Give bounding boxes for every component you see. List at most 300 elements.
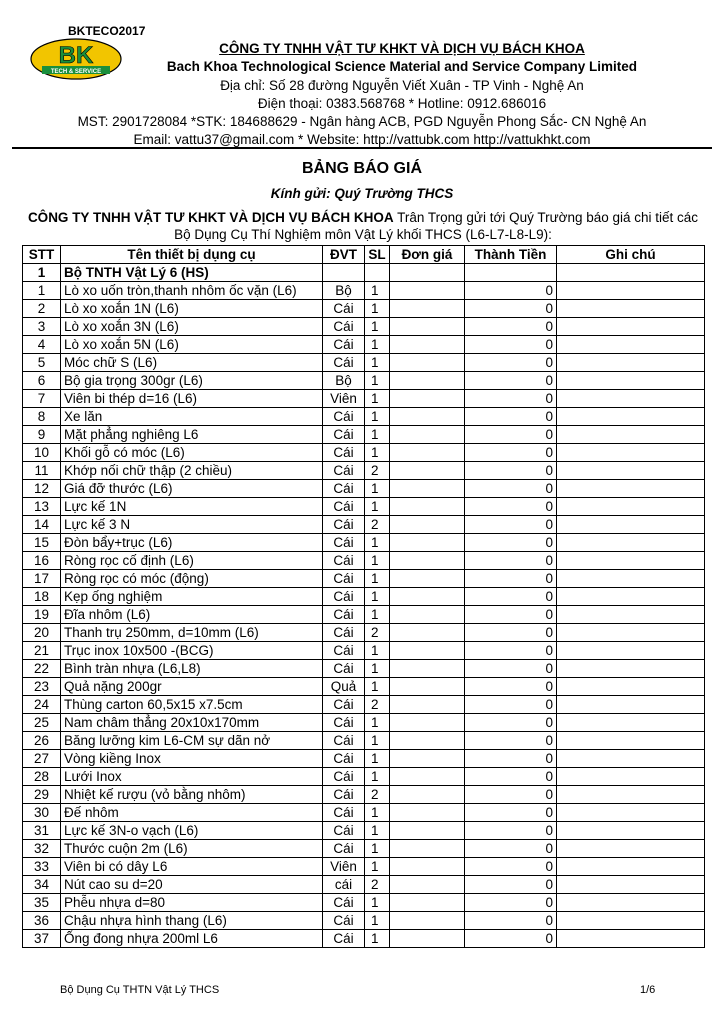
cell-stt: 11: [23, 462, 61, 480]
cell-total: 0: [465, 840, 557, 858]
company-name-en: Bach Khoa Technological Science Material and Service Company Limited: [166, 59, 638, 74]
table-row: [23, 372, 705, 390]
intro-company: CÔNG TY TNHH VẬT TƯ KHKT VÀ DỊCH VỤ BÁCH KHOA: [27, 210, 394, 225]
cell-note: [557, 300, 705, 318]
cell-unit: Cái: [323, 750, 365, 768]
cell-price: [390, 480, 465, 498]
table-row: [23, 336, 705, 354]
cell-price: [390, 498, 465, 516]
cell-qty: 1: [365, 750, 390, 768]
cell-price: [390, 876, 465, 894]
cell-qty: 1: [365, 858, 390, 876]
cell-note: [557, 858, 705, 876]
cell-unit: Cái: [323, 894, 365, 912]
header-total: Thành Tiền: [465, 246, 557, 264]
table-row: [23, 678, 705, 696]
cell-price: [390, 516, 465, 534]
cell-qty: 1: [365, 912, 390, 930]
cell-qty: 1: [365, 282, 390, 300]
cell-note: [557, 678, 705, 696]
cell-note: [557, 912, 705, 930]
cell-name: Nút cao su d=20: [61, 876, 323, 894]
table-row: [23, 426, 705, 444]
cell-total: 0: [465, 786, 557, 804]
company-contact: Email: vattu37@gmail.com * Website: http://vattubk.com http://vattukhkt.com: [133, 132, 591, 147]
cell-qty: 1: [365, 300, 390, 318]
cell-note: [557, 552, 705, 570]
cell-total: 0: [465, 912, 557, 930]
cell-name: Phễu nhựa d=80: [61, 894, 323, 912]
cell-stt: 32: [23, 840, 61, 858]
cell-qty: 1: [365, 768, 390, 786]
cell-note: [557, 462, 705, 480]
cell-total: 0: [465, 768, 557, 786]
cell-name: Xe lăn: [61, 408, 323, 426]
cell-unit: Cái: [323, 660, 365, 678]
cell-note: [557, 426, 705, 444]
cell-total: 0: [465, 642, 557, 660]
cell-unit: Cái: [323, 930, 365, 948]
cell-note: [557, 480, 705, 498]
cell-total: 0: [465, 822, 557, 840]
cell-note: [557, 606, 705, 624]
cell-unit: Cái: [323, 588, 365, 606]
cell-price: [390, 372, 465, 390]
cell-stt: 24: [23, 696, 61, 714]
page-number: 1/6: [640, 984, 656, 996]
cell-note: [557, 372, 705, 390]
cell-price: [390, 696, 465, 714]
table-row: [23, 624, 705, 642]
cell-name: Băng lưỡng kim L6-CM sự dãn nở: [61, 732, 323, 750]
cell-qty: 1: [365, 822, 390, 840]
cell-price: [390, 552, 465, 570]
cell-qty: 1: [365, 444, 390, 462]
cell-price: [390, 732, 465, 750]
cell-total: 0: [465, 696, 557, 714]
table-row: [23, 444, 705, 462]
cell-note: [557, 768, 705, 786]
cell-price: [390, 768, 465, 786]
table-row: [23, 660, 705, 678]
cell-total: 0: [465, 480, 557, 498]
cell-total: 0: [465, 354, 557, 372]
cell-stt: 3: [23, 318, 61, 336]
cell-name: Bình tràn nhựa (L6,L8): [61, 660, 323, 678]
cell-stt: 8: [23, 408, 61, 426]
cell-name: Vòng kiềng Inox: [61, 750, 323, 768]
table-row: [23, 480, 705, 498]
cell-unit: Cái: [323, 354, 365, 372]
cell-total: 0: [465, 444, 557, 462]
table-row: [23, 318, 705, 336]
cell-unit: Cái: [323, 480, 365, 498]
cell-qty: 1: [365, 804, 390, 822]
cell-unit: Cái: [323, 696, 365, 714]
cell-qty: 1: [365, 606, 390, 624]
cell-total: 0: [465, 318, 557, 336]
cell-unit: Cái: [323, 408, 365, 426]
cell-price: [390, 300, 465, 318]
cell-unit: Cái: [323, 840, 365, 858]
cell-stt: 2: [23, 300, 61, 318]
cell-stt: 4: [23, 336, 61, 354]
cell-total: 0: [465, 678, 557, 696]
cell-total: 0: [465, 462, 557, 480]
cell-total: 0: [465, 930, 557, 948]
cell-qty: 1: [365, 714, 390, 732]
cell-unit: Cái: [323, 462, 365, 480]
logo-main-text: BK: [58, 42, 94, 69]
cell-unit: Cái: [323, 516, 365, 534]
cell-name: Ống đong nhựa 200ml L6: [61, 930, 323, 948]
cell-unit: Cái: [323, 912, 365, 930]
cell-total: 0: [465, 570, 557, 588]
cell-stt: 22: [23, 660, 61, 678]
cell-name: Thước cuộn 2m (L6): [61, 840, 323, 858]
cell-qty: 1: [365, 570, 390, 588]
cell-note: [557, 840, 705, 858]
cell-note: [557, 570, 705, 588]
cell-price: [390, 912, 465, 930]
cell-qty: 1: [365, 534, 390, 552]
table-row: [23, 516, 705, 534]
group-name: Bộ TNTH Vật Lý 6 (HS): [61, 264, 323, 282]
cell-stt: 5: [23, 354, 61, 372]
cell-name: Giá đỡ thước (L6): [61, 480, 323, 498]
cell-stt: 34: [23, 876, 61, 894]
cell-unit: Bộ: [323, 372, 365, 390]
header-price: Đơn giá: [390, 246, 465, 264]
cell-name: Viên bi có dây L6: [61, 858, 323, 876]
header-divider: [12, 147, 712, 149]
cell-unit: Viên: [323, 390, 365, 408]
cell-total: 0: [465, 858, 557, 876]
cell-stt: 7: [23, 390, 61, 408]
cell-name: Khớp nối chữ thập (2 chiều): [61, 462, 323, 480]
cell-stt: 9: [23, 426, 61, 444]
cell-name: Bộ gia trọng 300gr (L6): [61, 372, 323, 390]
table-row: [23, 930, 705, 948]
table-row: [23, 408, 705, 426]
cell-stt: 14: [23, 516, 61, 534]
group-row: [23, 264, 705, 282]
table-row: [23, 840, 705, 858]
cell-name: Thùng carton 60,5x15 x7.5cm: [61, 696, 323, 714]
cell-total: 0: [465, 606, 557, 624]
intro-text: Trân Trọng gửi tới Quý Trường báo giá chi tiết các Bộ Dụng Cụ Thí Nghiệm môn Vật Lý khối THCS (L6-L7-L8-L9):: [174, 210, 699, 242]
brand-code: BKTECO2017: [68, 24, 146, 38]
cell-qty: 1: [365, 642, 390, 660]
cell-qty: 2: [365, 462, 390, 480]
table-row: [23, 588, 705, 606]
cell-total: 0: [465, 372, 557, 390]
cell-price: [390, 714, 465, 732]
cell-qty: 2: [365, 624, 390, 642]
cell-total: 0: [465, 714, 557, 732]
cell-note: [557, 822, 705, 840]
cell-name: Viên bi thép d=16 (L6): [61, 390, 323, 408]
cell-price: [390, 444, 465, 462]
cell-unit: Cái: [323, 570, 365, 588]
table-row: [23, 714, 705, 732]
cell-price: [390, 336, 465, 354]
cell-note: [557, 696, 705, 714]
cell-stt: 25: [23, 714, 61, 732]
cell-note: [557, 516, 705, 534]
cell-qty: 1: [365, 426, 390, 444]
cell-note: [557, 408, 705, 426]
cell-unit: Cái: [323, 642, 365, 660]
cell-unit: Cái: [323, 444, 365, 462]
cell-stt: 6: [23, 372, 61, 390]
cell-name: Ròng rọc có móc (động): [61, 570, 323, 588]
cell-price: [390, 678, 465, 696]
table-row: [23, 300, 705, 318]
cell-stt: 35: [23, 894, 61, 912]
cell-total: 0: [465, 804, 557, 822]
cell-stt: 33: [23, 858, 61, 876]
cell-qty: 1: [365, 930, 390, 948]
footer-title: Bộ Dụng Cụ THTN Vật Lý THCS: [60, 984, 220, 996]
cell-unit: Cái: [323, 804, 365, 822]
cell-price: [390, 750, 465, 768]
cell-total: 0: [465, 552, 557, 570]
cell-total: 0: [465, 282, 557, 300]
cell-name: Nhiệt kế rượu (vỏ bằng nhôm): [61, 786, 323, 804]
table-row: [23, 858, 705, 876]
table-row: [23, 606, 705, 624]
table-row: [23, 462, 705, 480]
cell-stt: 23: [23, 678, 61, 696]
cell-stt: 10: [23, 444, 61, 462]
cell-stt: 13: [23, 498, 61, 516]
cell-qty: 1: [365, 678, 390, 696]
cell-stt: 12: [23, 480, 61, 498]
header-qty: SL: [365, 246, 390, 264]
cell-qty: 2: [365, 696, 390, 714]
cell-stt: 17: [23, 570, 61, 588]
cell-total: 0: [465, 750, 557, 768]
cell-name: Lực kế 3N-o vạch (L6): [61, 822, 323, 840]
table-row: [23, 390, 705, 408]
cell-unit: Cái: [323, 714, 365, 732]
table-row: [23, 534, 705, 552]
cell-unit: Cái: [323, 786, 365, 804]
cell-stt: 18: [23, 588, 61, 606]
cell-note: [557, 390, 705, 408]
cell-price: [390, 786, 465, 804]
cell-unit: Cái: [323, 534, 365, 552]
table-header-row: [23, 246, 705, 264]
cell-qty: 1: [365, 390, 390, 408]
cell-price: [390, 840, 465, 858]
cell-qty: 1: [365, 336, 390, 354]
cell-price: [390, 858, 465, 876]
cell-qty: 1: [365, 552, 390, 570]
company-phone: Điện thoại: 0383.568768 * Hotline: 0912.686016: [257, 96, 547, 111]
table-row: [23, 912, 705, 930]
cell-note: [557, 318, 705, 336]
cell-name: Đĩa nhôm (L6): [61, 606, 323, 624]
cell-qty: 2: [365, 786, 390, 804]
cell-stt: 1: [23, 282, 61, 300]
cell-qty: 1: [365, 588, 390, 606]
cell-qty: 1: [365, 408, 390, 426]
cell-note: [557, 498, 705, 516]
cell-note: [557, 534, 705, 552]
cell-unit: Cái: [323, 318, 365, 336]
cell-unit: Cái: [323, 426, 365, 444]
group-stt: 1: [23, 264, 61, 282]
cell-note: [557, 732, 705, 750]
cell-note: [557, 660, 705, 678]
cell-total: 0: [465, 588, 557, 606]
cell-note: [557, 786, 705, 804]
cell-price: [390, 282, 465, 300]
cell-note: [557, 624, 705, 642]
logo-sub-text: TECH & SERVICE: [50, 69, 102, 75]
cell-unit: Cái: [323, 300, 365, 318]
table-row: [23, 354, 705, 372]
cell-unit: Cái: [323, 336, 365, 354]
cell-name: Khối gỗ có móc (L6): [61, 444, 323, 462]
cell-stt: 20: [23, 624, 61, 642]
cell-name: Lò xo xoắn 1N (L6): [61, 300, 323, 318]
cell-total: 0: [465, 732, 557, 750]
cell-total: 0: [465, 336, 557, 354]
cell-price: [390, 390, 465, 408]
cell-stt: 21: [23, 642, 61, 660]
cell-name: Lực kế 1N: [61, 498, 323, 516]
cell-price: [390, 894, 465, 912]
cell-price: [390, 462, 465, 480]
cell-total: 0: [465, 498, 557, 516]
cell-price: [390, 534, 465, 552]
cell-stt: 19: [23, 606, 61, 624]
cell-name: Lực kế 3 N: [61, 516, 323, 534]
cell-unit: Quả: [323, 678, 365, 696]
cell-name: Trục inox 10x500 -(BCG): [61, 642, 323, 660]
cell-qty: 1: [365, 894, 390, 912]
cell-unit: Cái: [323, 732, 365, 750]
cell-name: Quả nặng 200gr: [61, 678, 323, 696]
cell-name: Nam châm thẳng 20x10x170mm: [61, 714, 323, 732]
cell-name: Lưới Inox: [61, 768, 323, 786]
cell-unit: Cái: [323, 768, 365, 786]
cell-qty: 1: [365, 732, 390, 750]
cell-qty: 1: [365, 480, 390, 498]
cell-note: [557, 282, 705, 300]
cell-stt: 15: [23, 534, 61, 552]
cell-total: 0: [465, 390, 557, 408]
cell-price: [390, 588, 465, 606]
cell-unit: Cái: [323, 822, 365, 840]
cell-stt: 30: [23, 804, 61, 822]
cell-note: [557, 642, 705, 660]
cell-total: 0: [465, 426, 557, 444]
header-stt: STT: [23, 246, 61, 264]
cell-price: [390, 660, 465, 678]
table-row: [23, 804, 705, 822]
cell-qty: 1: [365, 372, 390, 390]
table-row: [23, 282, 705, 300]
cell-total: 0: [465, 408, 557, 426]
cell-note: [557, 750, 705, 768]
cell-qty: 1: [365, 318, 390, 336]
cell-total: 0: [465, 894, 557, 912]
intro-paragraph: [20, 209, 706, 243]
cell-qty: 1: [365, 840, 390, 858]
cell-unit: Cái: [323, 498, 365, 516]
company-address: Địa chỉ: Số 28 đường Nguyễn Viết Xuân - TP Vinh - Nghệ An: [220, 78, 584, 93]
cell-unit: cái: [323, 876, 365, 894]
table-row: [23, 786, 705, 804]
cell-name: Lò xo xoắn 5N (L6): [61, 336, 323, 354]
cell-total: 0: [465, 300, 557, 318]
cell-note: [557, 894, 705, 912]
cell-price: [390, 606, 465, 624]
cell-note: [557, 930, 705, 948]
cell-price: [390, 318, 465, 336]
cell-note: [557, 714, 705, 732]
cell-price: [390, 804, 465, 822]
cell-total: 0: [465, 624, 557, 642]
cell-price: [390, 354, 465, 372]
cell-price: [390, 624, 465, 642]
document-title: BẢNG BÁO GIÁ: [302, 160, 422, 177]
cell-name: Thanh trụ 250mm, d=10mm (L6): [61, 624, 323, 642]
cell-price: [390, 822, 465, 840]
cell-qty: 1: [365, 660, 390, 678]
cell-note: [557, 336, 705, 354]
table-row: [23, 498, 705, 516]
cell-note: [557, 354, 705, 372]
table-row: [23, 570, 705, 588]
table-row: [23, 696, 705, 714]
cell-stt: 31: [23, 822, 61, 840]
cell-note: [557, 804, 705, 822]
cell-price: [390, 426, 465, 444]
cell-unit: Cái: [323, 552, 365, 570]
cell-stt: 26: [23, 732, 61, 750]
cell-unit: Cái: [323, 624, 365, 642]
company-name-vn: CÔNG TY TNHH VẬT TƯ KHKT VÀ DỊCH VỤ BÁCH KHOA: [219, 41, 585, 56]
quote-table: [22, 245, 705, 948]
cell-name: Móc chữ S (L6): [61, 354, 323, 372]
table-row: [23, 768, 705, 786]
cell-stt: 29: [23, 786, 61, 804]
table-row: [23, 552, 705, 570]
cell-total: 0: [465, 516, 557, 534]
cell-name: Lò xo xoắn 3N (L6): [61, 318, 323, 336]
cell-price: [390, 408, 465, 426]
cell-total: 0: [465, 534, 557, 552]
cell-stt: 37: [23, 930, 61, 948]
cell-price: [390, 642, 465, 660]
cell-price: [390, 930, 465, 948]
cell-stt: 36: [23, 912, 61, 930]
table-row: [23, 732, 705, 750]
cell-note: [557, 444, 705, 462]
cell-price: [390, 570, 465, 588]
cell-note: [557, 588, 705, 606]
table-row: [23, 876, 705, 894]
cell-unit: Viên: [323, 858, 365, 876]
cell-unit: Cái: [323, 606, 365, 624]
cell-stt: 28: [23, 768, 61, 786]
cell-unit: Bộ: [323, 282, 365, 300]
